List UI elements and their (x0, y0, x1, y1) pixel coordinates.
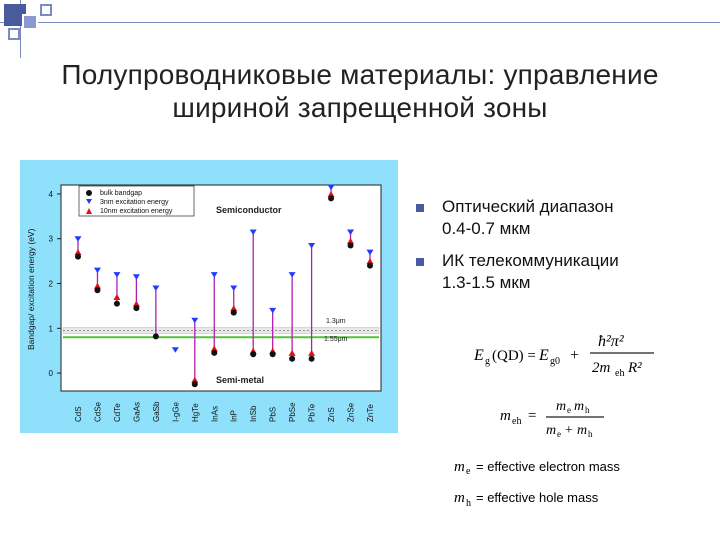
point-bulk (114, 301, 120, 307)
x-tick-label: HgTe (190, 403, 200, 422)
eq1-rhs-sub: g0 (550, 356, 560, 367)
def1-sub: e (466, 466, 471, 477)
point-bulk (133, 305, 139, 311)
point-bulk (94, 287, 100, 293)
eq1-denominator: 2m (592, 360, 611, 376)
def2-sub: h (466, 498, 471, 509)
x-tick-label: PbS (268, 406, 278, 422)
point-bulk (270, 351, 276, 357)
eq1-qd: (QD) = (492, 348, 536, 364)
eq1-numerator: ħ²π² (598, 333, 624, 350)
annotation-1-3um: 1.3μm (326, 318, 346, 325)
point-bulk (153, 333, 159, 339)
x-tick-label: CdS (74, 406, 83, 422)
x-axis-labels (74, 401, 375, 422)
point-bulk (367, 263, 373, 269)
x-tick-label: I-gGe (171, 401, 181, 422)
y-tick-label: 1 (48, 324, 53, 334)
bandgap-chart (20, 160, 398, 433)
def1-var: m (454, 459, 465, 475)
x-tick-label: InSb (249, 405, 259, 422)
eq2-num-mh: m (574, 399, 585, 414)
y-axis-label: Bandgap/ excitation energy (eV) (26, 228, 36, 350)
x-tick-label: PbSe (288, 402, 298, 422)
point-bulk (328, 195, 334, 201)
x-tick-label: PbTe (307, 403, 317, 422)
y-tick-label: 0 (48, 369, 53, 379)
eq1-lhs: E (474, 347, 484, 364)
eq1-lhs-sub: g (485, 356, 490, 367)
point-bulk (192, 381, 198, 387)
x-tick-label: ZnS (327, 407, 337, 422)
eq2-den-me: m (546, 423, 557, 438)
x-tick-label: ZnSe (346, 402, 356, 422)
eq1-den-sub: eh (615, 368, 625, 379)
eq2-lhs: m (500, 408, 511, 424)
slide-title-line2: шириной запрещенной зоны (172, 92, 548, 123)
eq2-num-sub-h: h (585, 405, 590, 415)
x-tick-label: GaSb (151, 401, 161, 422)
formula-svg (440, 320, 710, 530)
legend-marker-bulk (86, 190, 92, 196)
bullet-square-icon (416, 258, 424, 266)
bullet-list (412, 196, 712, 304)
annotation-semimetal: Semi-metal (216, 375, 265, 385)
corner-decoration-square (22, 14, 38, 30)
def2-text: = effective hole mass (476, 490, 599, 505)
bullet-text-line2: 0.4-0.7 мкм (442, 219, 531, 238)
point-bulk (348, 242, 354, 248)
x-tick-label: ZnTe (366, 404, 375, 422)
y-axis (49, 190, 61, 378)
eq2-num-sub-e: e (567, 405, 571, 415)
y-tick-label: 3 (48, 234, 53, 244)
x-tick-label: CdTe (112, 403, 122, 422)
x-tick-label: GaAs (132, 401, 142, 422)
eq1-rhs-E: E (539, 347, 549, 364)
corner-decoration-line (0, 22, 720, 23)
bullet-text-line1: ИК телекоммуникации (442, 251, 619, 270)
x-tick-label: CdSe (93, 401, 103, 422)
point-bulk (289, 356, 295, 362)
legend (79, 186, 194, 216)
point-bulk (231, 310, 237, 316)
bullet-item (412, 196, 712, 240)
corner-decoration-square (8, 28, 20, 40)
eq2-eq: = (528, 408, 537, 424)
legend-label-10nm: 10nm excitation energy (100, 208, 173, 215)
point-bulk (250, 351, 256, 357)
bandgap-chart-svg (20, 160, 398, 433)
x-tick-label: InAs (210, 405, 220, 422)
point-bulk (75, 254, 81, 260)
x-tick-label: InP (229, 409, 239, 422)
legend-label-bulk: bulk bandgap (100, 190, 143, 197)
y-tick-label: 2 (48, 279, 53, 289)
y-tick-label: 4 (48, 189, 53, 199)
point-bulk (309, 356, 315, 362)
bullet-item (412, 250, 712, 294)
slide-title-line1: Полупроводниковые материалы: управление (61, 59, 659, 90)
eq1-plus: + (570, 347, 580, 364)
bullet-square-icon (416, 204, 424, 212)
bullet-text-line1: Оптический диапазон (442, 197, 614, 216)
def2-var: m (454, 490, 465, 506)
eq1-den-R: R² (628, 360, 642, 376)
corner-decoration-square (40, 4, 52, 16)
annotation-semiconductor: Semiconductor (216, 205, 282, 215)
annotation-1-55um: 1.55μm (324, 336, 348, 343)
eq2-den-sub-h: h (588, 429, 593, 439)
legend-label-3nm: 3nm excitation energy (100, 199, 169, 206)
eq2-num-me: m (556, 399, 567, 414)
point-bulk (211, 350, 217, 356)
slide-title (40, 58, 680, 124)
formula-area (440, 320, 710, 530)
eq2-den-sub-e: e (557, 429, 561, 439)
def1-text: = effective electron mass (476, 459, 620, 474)
eq2-lhs-sub: eh (512, 416, 522, 427)
eq2-den-plus-mh: + m (564, 423, 588, 438)
bullet-text-line2: 1.3-1.5 мкм (442, 273, 531, 292)
